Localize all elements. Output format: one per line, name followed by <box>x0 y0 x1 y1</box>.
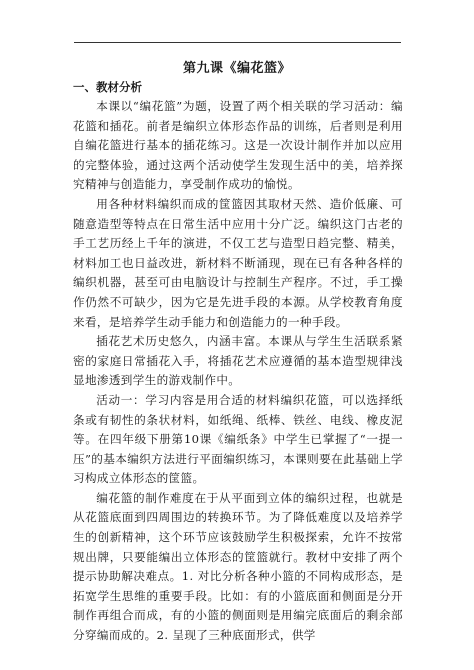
paragraph-activity-one: 活动一：学习内容是用合适的材料编织花篮，可以选择纸条或有韧性的条状材料，如纸绳、纸棒、铁丝、电线、橡皮泥等。在四年级下册第10课《编纸条》中学生已掌握了“一提一压”的基本编织方法进行平面编织练习，本课则要在此基础上学习构成立体形态的筐篮。 <box>73 392 403 486</box>
section-heading-textbook-analysis: 一、教材分析 <box>73 80 142 94</box>
paragraph-weaving-background: 用各种材料编织而成的筐篮因其取材天然、造价低廉、可随意造型等特点在日常生活中应用十分广泛。编织这门古老的手工艺历经上千年的演进，不仅工艺与造型日趋完整、精美，材料加工也日益改进，新材料不断涌现，现在已有各种各样的编织机器，甚至可由电脑设计与控制生产程序。不过，手工操作仍然不可缺少，因为它是先进手段的本源。从学校教育角度来看，是培养学生动手能力和创造能力的一种手段。 <box>73 196 403 329</box>
lesson-title: 第九课《编花篮》 <box>182 61 291 76</box>
paragraph-flower-arranging: 插花艺术历史悠久，内涵丰富。本课从与学生生活联系紧密的家庭日常插花入手，将插花艺术应遵循的基本造型规律浅显地渗透到学生的游戏制作中。 <box>73 334 403 388</box>
paragraph-difficulty: 编花篮的制作难度在于从平面到立体的编织过程，也就是从花篮底面到四周围边的转换环节。为了降低难度以及培养学生的创新精神，这个环节应该鼓励学生积极探索，允许不按常规出牌，只要能编出立体形态的筐篮就行。教材中安排了两个提示协助解决难点。1. 对比分析各种小篮的不同构成形态，是拓宽学生思维的重要手段。比如：有的小篮底面和侧面是分开制作再组合而成，有的小篮的侧面则是用编完底面后的剩余部分穿编而成的。2. 呈现了三种底面形式，供学 <box>73 490 403 643</box>
body-text <box>73 97 403 646</box>
paragraph-lesson-overview: 本课以“编花篮”为题，设置了两个相关联的学习活动：编花篮和插花。前者是编织立体形态作品的训练，后者则是利用自编花篮进行基本的插花练习。这是一次设计制作并加以应用的完整体验，通过这两个活动使学生发现生活中的美，培养探究精神与创造能力，享受制作成功的愉悦。 <box>73 99 403 192</box>
header-rule <box>74 42 401 43</box>
